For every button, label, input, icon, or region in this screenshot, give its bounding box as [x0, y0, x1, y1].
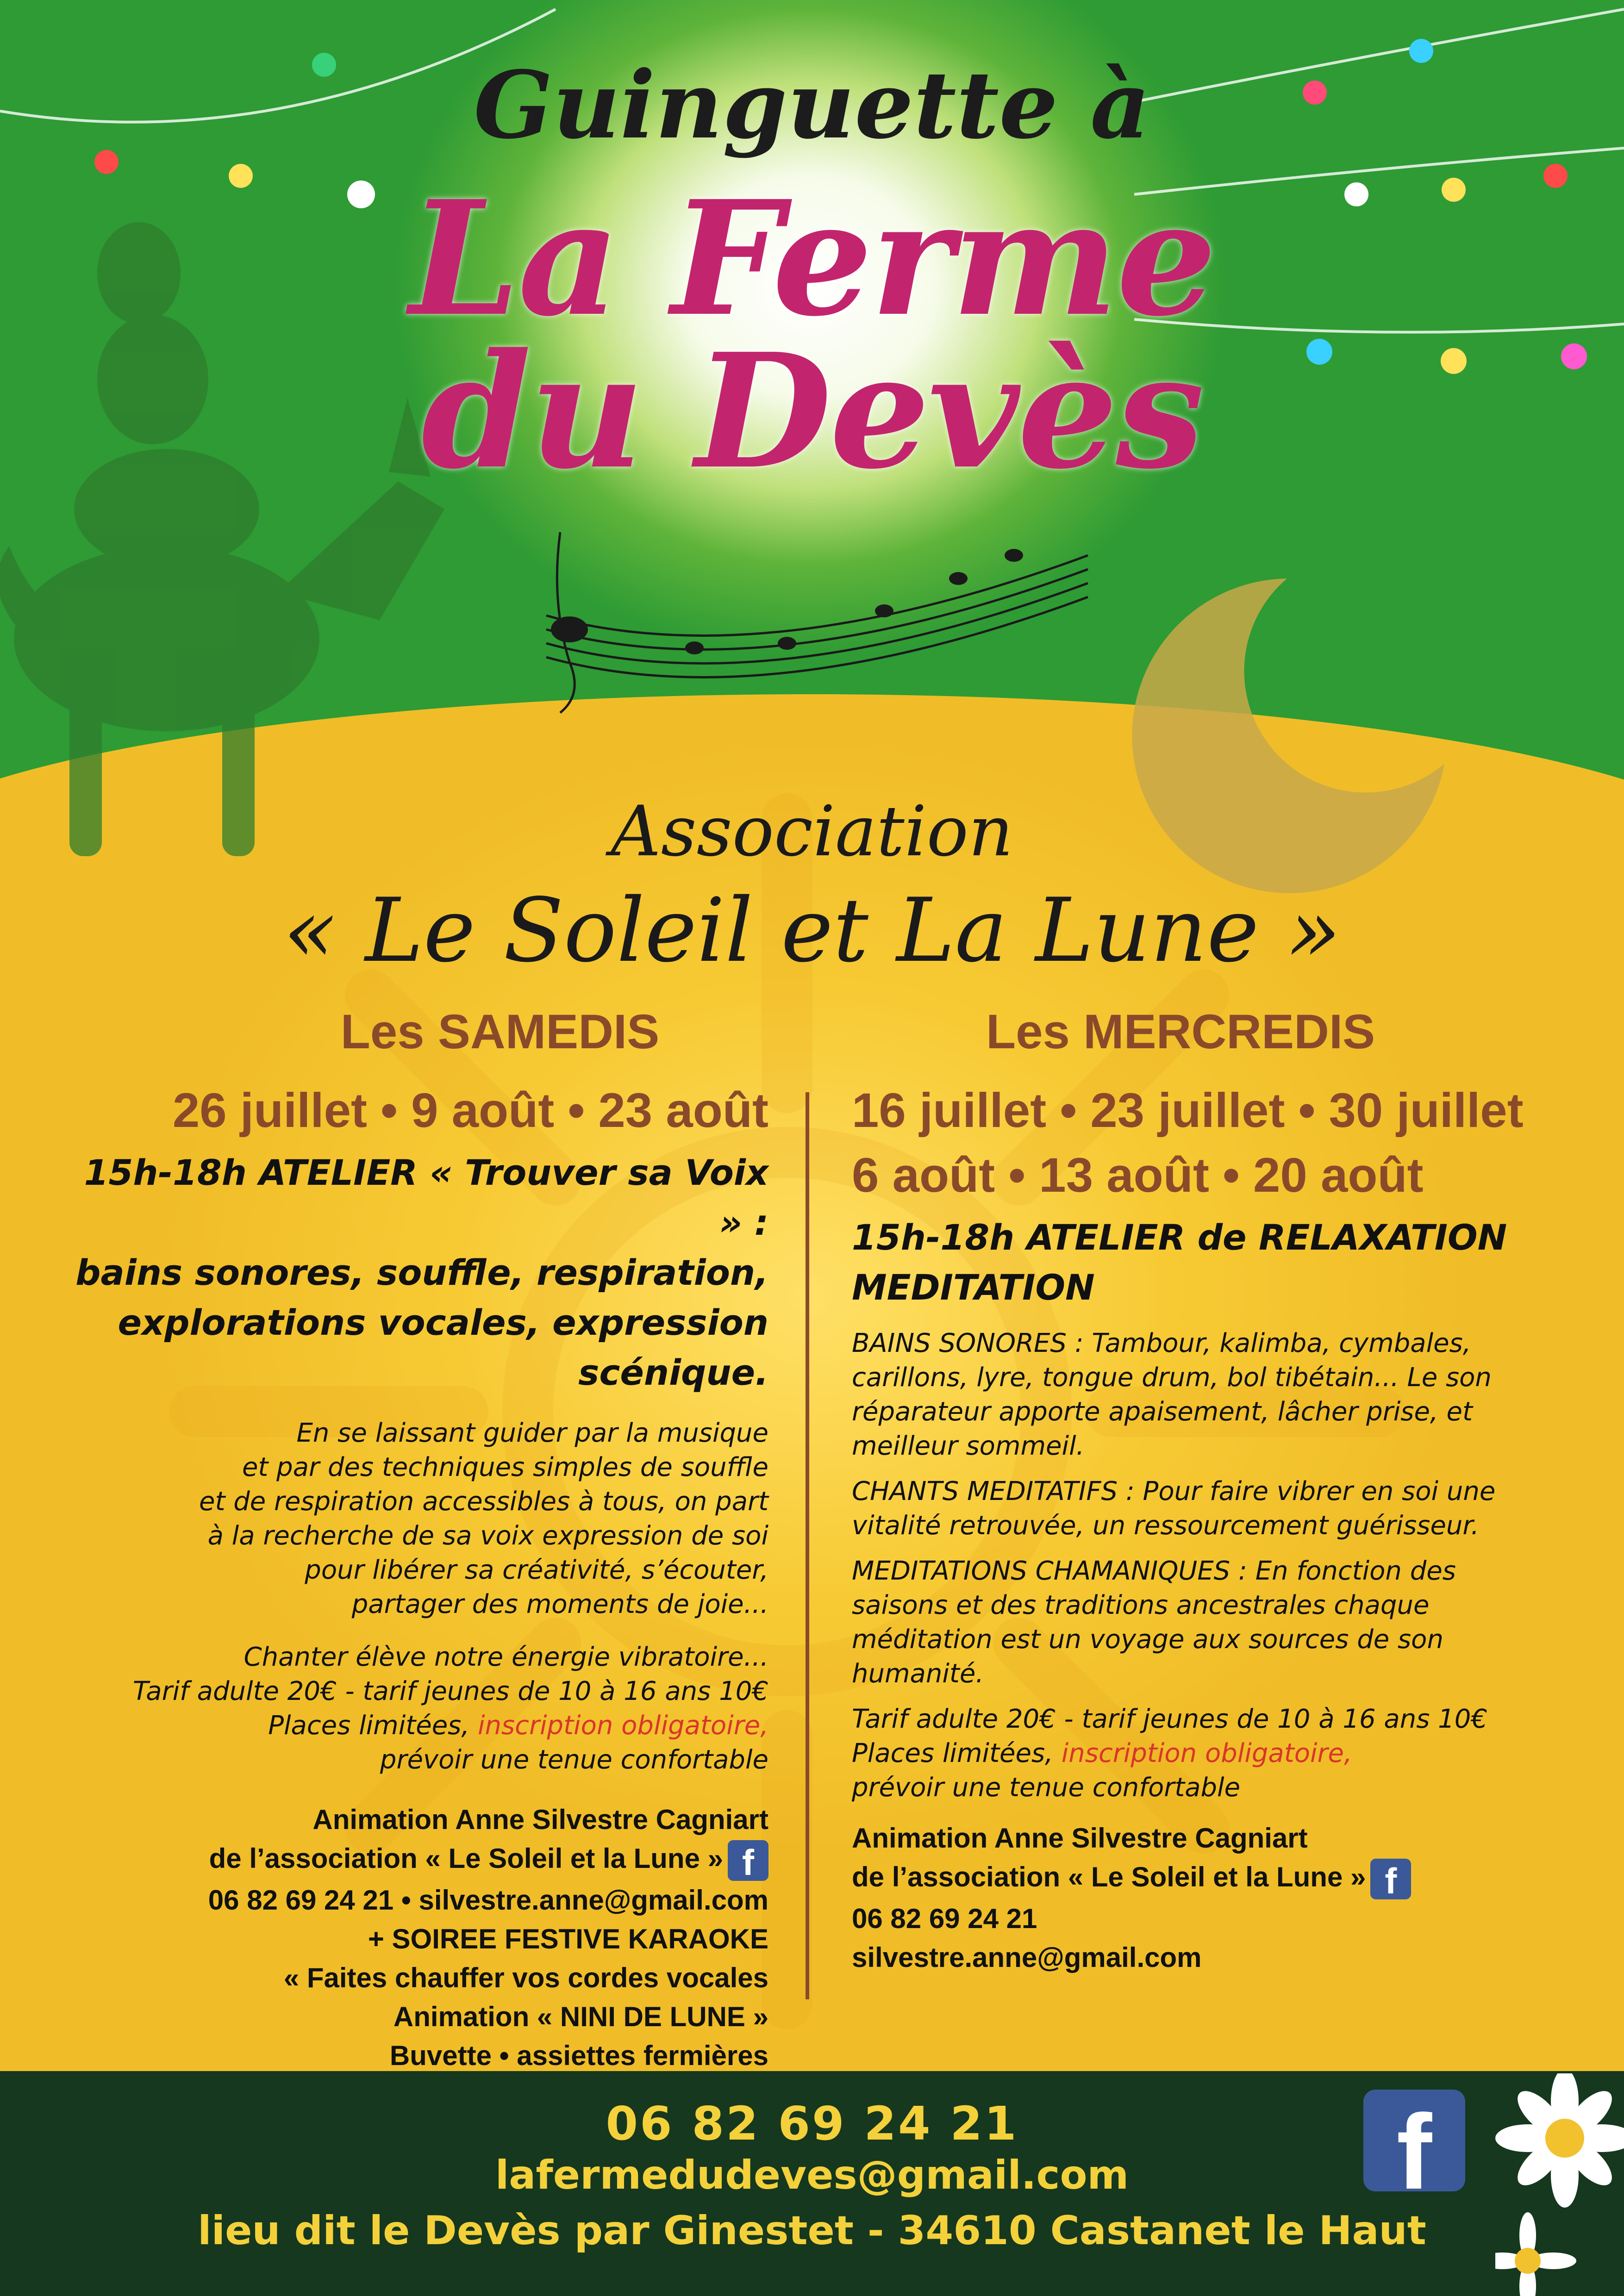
saturday-heading: Les SAMEDIS	[340, 1005, 660, 1059]
association-name: « Le Soleil et La Lune »	[283, 879, 1341, 982]
inscription-required: inscription obligatoire,	[1061, 1738, 1352, 1768]
description-line: et de respiration accessibles à tous, on part	[199, 1487, 768, 1517]
soiree-text: + SOIREE FESTIVE KARAOKE	[368, 1923, 768, 1955]
bains-line: réparateur apporte apaisement, lâcher prise, et	[852, 1397, 1473, 1427]
saturday-column	[56, 1004, 768, 2075]
email-text[interactable]: silvestre.anne@gmail.com	[852, 1942, 1202, 1973]
bains-line: carillons, lyre, tongue drum, bol tibétain... Le son	[852, 1363, 1492, 1393]
meditations-line: MEDITATIONS CHAMANIQUES : En fonction des	[852, 1556, 1456, 1586]
phone-text: 06 82 69 24 21	[852, 1903, 1037, 1935]
facebook-icon[interactable]: f	[1370, 1859, 1411, 1899]
places-prefix: Places limitées,	[268, 1711, 478, 1741]
association-line-text: de l’association « Le Soleil et la Lune »	[209, 1843, 723, 1874]
places-prefix: Places limitées,	[852, 1738, 1062, 1768]
tarif-text: Tarif adulte 20€ - tarif jeunes de 10 à 16 ans 10€	[132, 1676, 768, 1706]
atelier-line: 15h-18h ATELIER « Trouver sa Voix » :	[84, 1152, 768, 1243]
saturday-dates: 26 juillet • 9 août • 23 août	[172, 1083, 768, 1138]
association-label: Association	[611, 791, 1013, 872]
wednesday-column	[852, 1004, 1574, 1977]
daisy-flowers-decoration	[1495, 2073, 1624, 2296]
tenue-text: prévoir une tenue confortable	[852, 1773, 1241, 1803]
title-la-ferme: La Ferme	[409, 167, 1215, 351]
association-line	[852, 1858, 1574, 1902]
tenue-text: prévoir une tenue confortable	[380, 1745, 768, 1775]
nini-text: Animation « NINI DE LUNE »	[393, 2001, 768, 2033]
wednesday-heading: Les MERCREDIS	[986, 1005, 1375, 1059]
chants-line: CHANTS MEDITATIFS : Pour faire vibrer en soi une	[852, 1476, 1496, 1506]
cordes-text: « Faites chauffer vos cordes vocales	[283, 1962, 768, 1994]
contact-line: 06 82 69 24 21 • silvestre.anne@gmail.com	[208, 1885, 768, 1916]
meditations-line: saisons et des traditions ancestrales chaque	[852, 1590, 1430, 1620]
meditations-line: méditation est un voyage aux sources de son	[852, 1624, 1443, 1655]
meditations-line: humanité.	[852, 1659, 984, 1689]
description-line: partager des moments de joie...	[351, 1589, 768, 1619]
association-line	[56, 1839, 768, 1881]
atelier-line: bains sonores, souffle, respiration,	[75, 1252, 768, 1293]
wednesday-dates-1: 16 juillet • 23 juillet • 30 juillet	[852, 1083, 1524, 1138]
title-guinguette: Guinguette à	[474, 51, 1150, 160]
facebook-icon[interactable]: f	[1363, 2090, 1465, 2191]
atelier-line: MEDITATION	[852, 1267, 1095, 1308]
inscription-required: inscription obligatoire,	[477, 1711, 768, 1741]
facebook-icon[interactable]: f	[728, 1840, 768, 1881]
description-line: En se laissant guider par la musique	[296, 1418, 768, 1448]
atelier-line: 15h-18h ATELIER de RELAXATION	[852, 1217, 1507, 1258]
atelier-line: scénique.	[578, 1352, 768, 1393]
animation-text: Animation Anne Silvestre Cagniart	[312, 1804, 768, 1835]
bains-line: meilleur sommeil.	[852, 1431, 1085, 1461]
places-text	[852, 1736, 1574, 1771]
tarif-text: Tarif adulte 20€ - tarif jeunes de 10 à 16 ans 10€	[852, 1704, 1488, 1734]
bains-line: BAINS SONORES : Tambour, kalimba, cymbales,	[852, 1328, 1471, 1358]
wednesday-dates-2: 6 août • 13 août • 20 août	[852, 1148, 1424, 1202]
footer-phone: 06 82 69 24 21	[606, 2097, 1018, 2151]
animation-text: Animation Anne Silvestre Cagniart	[852, 1823, 1308, 1854]
description-line: et par des techniques simples de souffle	[242, 1452, 768, 1482]
energy-text: Chanter élève notre énergie vibratoire...	[244, 1642, 768, 1672]
footer-address: lieu dit le Devès par Ginestet - 34610 Castanet le Haut	[198, 2208, 1426, 2254]
chants-line: vitalité retrouvée, un ressourcement guérisseur.	[852, 1511, 1480, 1541]
association-line-text: de l’association « Le Soleil et la Lune »	[852, 1861, 1366, 1892]
description-line: pour libérer sa créativité, s’écouter,	[305, 1555, 768, 1585]
title-du-deves: du Devès	[421, 319, 1203, 504]
atelier-line: explorations vocales, expression	[118, 1302, 768, 1343]
places-text	[56, 1709, 768, 1743]
buvette-text: Buvette • assiettes fermières	[389, 2040, 768, 2072]
column-divider	[806, 1092, 809, 1999]
footer-email[interactable]: lafermedudeves@gmail.com	[495, 2152, 1129, 2198]
description-line: à la recherche de sa voix expression de soi	[207, 1521, 768, 1551]
